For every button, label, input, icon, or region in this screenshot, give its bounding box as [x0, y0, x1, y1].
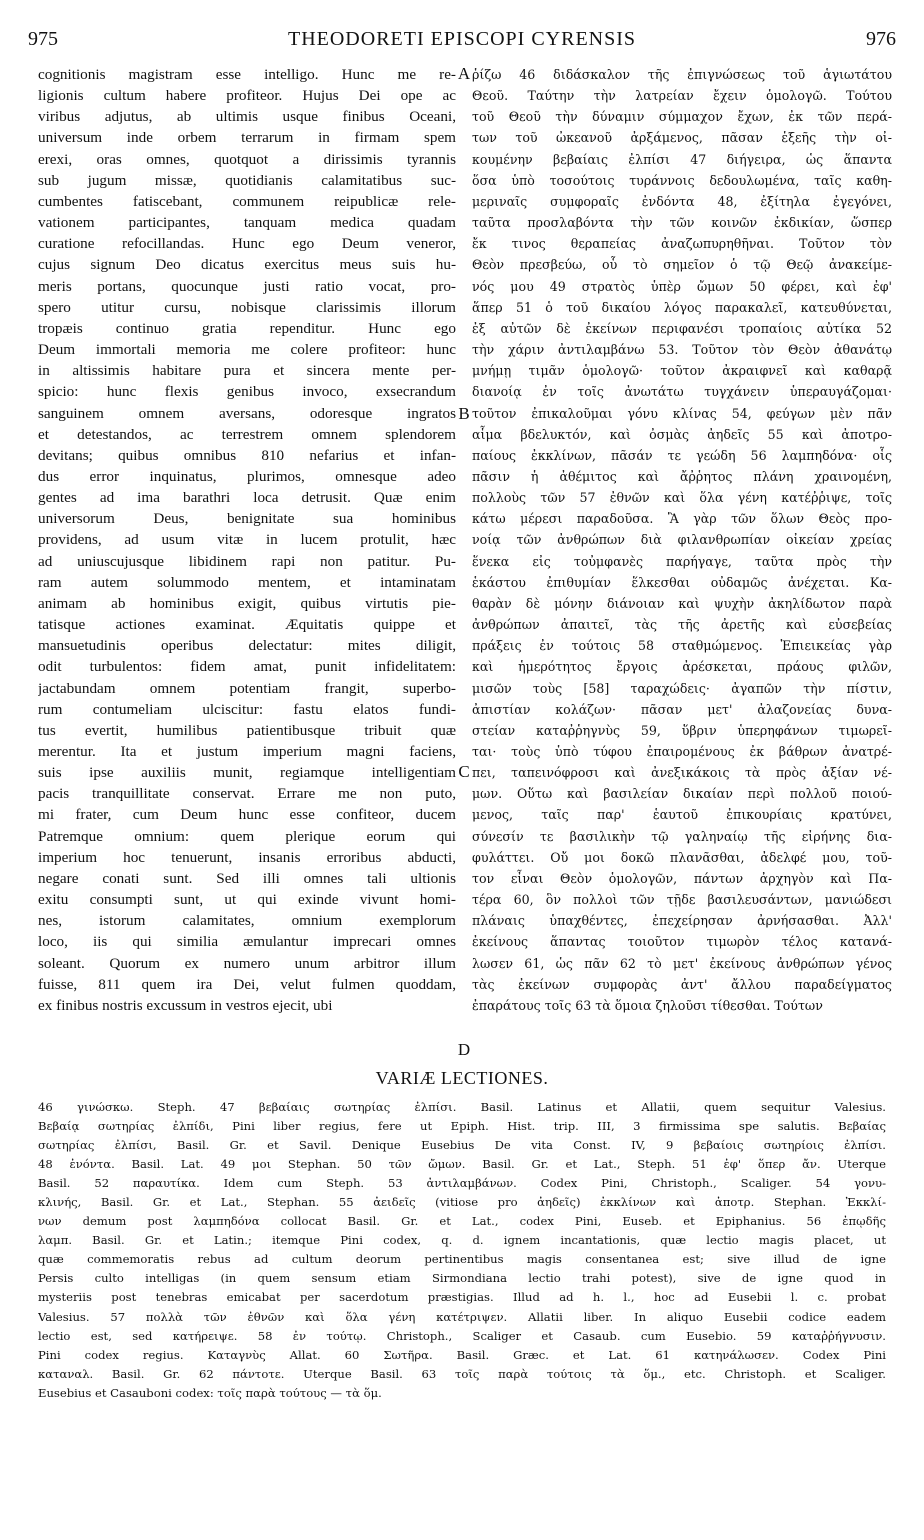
section-marker-b: B	[458, 404, 470, 423]
latin-text-line: exitu consumpti sunt, ut qui exinde vivunt homi-	[38, 891, 456, 909]
variae-note-line: Eusebius et Casauboni codex: τοῖς παρὰ τούτους — τὰ ὅμ.	[38, 1385, 382, 1400]
latin-text-line: tus evertit, humilibus patientibusque tribuit quæ	[38, 721, 456, 739]
variae-note-line: νων demum post λαμπηδόνα collocat Basil. Gr. et Lat., codex Pini, Euseb. et Epiphanius. 56 ἐπῳδῆς	[38, 1214, 886, 1229]
latin-text-line: animam ab hominibus exigit, quibus virtutis pie-	[38, 594, 456, 612]
variae-note-line: Valesius. 57 πολλὰ τῶν ἐθνῶν καὶ ὅλα γένη κατέτριψεν. Allatii liber. In aliquo Eusebii codice eadem	[38, 1309, 886, 1324]
latin-text-line: imperium hoc tenuerunt, insanis erroribus abducti,	[38, 848, 456, 866]
latin-text-line: odit turbulentos: fidem amat, punit infidelitatem:	[38, 658, 456, 676]
variae-note-line: σωτηρίας ἐλπίσι, Basil. Gr. et Savil. Denique Eusebius De vita Const. IV, 9 βεβαίοις σωτηρίοις ἐλπίσι.	[38, 1138, 886, 1153]
latin-text-line: tropæis continuo gratia rependitur. Hunc ego	[38, 319, 456, 337]
greek-text-line: πλάναις ὑπαχθέντες, ἐπεχείρησαν ἀρνήσασθαι. Ἀλλ'	[472, 913, 892, 929]
latin-text-line: ram autem solummodo mentem, et intaminatam	[38, 573, 456, 591]
latin-text-line: mi frater, cum Deum hunc esse confiteor, ducem	[38, 806, 456, 824]
greek-text-line: τοῦτον ἐπικαλοῦμαι γόνυ κλίνας 54, φεύγων μὲν πᾶν	[472, 405, 892, 421]
latin-text-line: ligionis cultum habere profiteor. Hujus Dei ope ac	[38, 87, 456, 105]
greek-text-line: λωσεν 61, ὡς πᾶν 62 τὸ μετ' ἐκείνους ἀνθρώπων γένος	[472, 955, 892, 971]
latin-text-line: merentur. Ita et justum imperium magni faciens,	[38, 743, 456, 760]
latin-text-line: viribus adjutus, ab ultimis usque finibus Oceani,	[38, 108, 456, 126]
latin-text-line: loco, iis qui similia æmulantur imprecari omnes	[38, 933, 456, 951]
latin-text-line: cumbentes fatiscebant, communem reipublicæ rele-	[38, 192, 456, 210]
variae-note-line: mysteriis post tenebras emicabat per sacerdotum præstigias. Illud ad h. l., hoc ad Eusebii l. c. probat	[38, 1290, 886, 1305]
latin-text-line: cognitionis magistram esse intelligo. Hunc me re-	[38, 66, 456, 83]
latin-text-line: tatisque actiones examinat. Æquitatis quippe et	[38, 616, 456, 634]
greek-text-line: ὅσα ὑπὸ τοσούτοις τυράννοις δεδουλωμένα, ταῖς καθη-	[472, 172, 892, 188]
greek-text-line: αἷμα βδελυκτόν, καὶ ὀσμὰς ἀηδεῖς 55 καὶ ἀποτρο-	[472, 426, 892, 442]
latin-text-line: ad uniuscujusque libidinem rapi non patitur. Pu-	[38, 552, 456, 570]
greek-text-line: πράξεις ἐν τούτοις 58 σταθμώμενος. Ἐπιεικείας γὰρ	[472, 638, 892, 654]
greek-column	[472, 64, 892, 1064]
greek-text-line: παίους ἐκκλίνων, πᾶσάν τε γεώδη 56 λαμπηδόνα· οἷς	[472, 447, 892, 463]
variae-note-line: quæ commemoratis rebus ad cultum deorum pertinentibus magis consentanea est; sive illud de igne	[38, 1252, 886, 1267]
latin-text-line: suis ipse auxiliis munit, regiamque intelligentiam	[38, 764, 456, 782]
section-marker-d: D	[457, 1040, 471, 1059]
greek-text-line: φυλάττει. Οὔ μοι δοκῶ πλανᾶσθαι, ἀδελφέ μου, τοῦ-	[472, 849, 892, 865]
latin-text-line: jactabundam omnem potentiam frangit, superbo-	[38, 679, 456, 697]
variae-note-line: λαμπ. Basil. Gr. et Latin.; itemque Pini codex, q. d. ignem incantationis, quæ lectio magis placet, ut	[38, 1233, 886, 1248]
greek-text-line: ἐξ αὐτῶν δὲ ἐκείνων περιφανέσι τροπαίοις αὐτίκα 52	[472, 320, 892, 336]
latin-text-line: dus error inquinatus, plurimos, omnesque adeo	[38, 467, 456, 485]
latin-text-line: meris portans, quocunque justi ratio vocat, pro-	[38, 277, 456, 295]
latin-text-line: universorum Deus, benignitate sua hominibus	[38, 510, 456, 528]
latin-text-line: devitans; quibus omnibus 810 nefarius et infan-	[38, 446, 456, 464]
latin-text-line: pacis tranquillitate conservat. Errare me non puto,	[38, 785, 456, 803]
greek-text-line: νοίᾳ τῶν ἀνθρώπων διὰ φιλανθρωπίαν οἰκείαν χρείας	[472, 532, 892, 548]
latin-text-line: rum contumeliam ulciscitur: fastu elatos fundi-	[38, 700, 456, 718]
latin-text-line: sanguinem omnem aversans, odoresque ingratos	[38, 404, 456, 422]
greek-text-line: μισῶν τοὺς [58] ταραχώδεις· ἀγαπῶν τὴν πίστιν,	[472, 680, 892, 696]
greek-text-line: πει, ταπεινόφροσι καὶ ἀνεξικάκοις τὰ πρὸς ἀξίαν νέ-	[472, 765, 892, 781]
page-number-left: 975	[28, 28, 58, 50]
greek-text-line: κουμένην βεβαίαις ἐλπίσι 47 διήγειρα, ὡς ἅπαντα	[472, 151, 892, 167]
greek-text-line: των τοῦ ὠκεανοῦ ἀρξάμενος, πᾶσαν ἑξεῆς τὴν οἰ-	[472, 130, 892, 146]
greek-text-line: πολλοὺς τῶν 57 ἐθνῶν καὶ ὅλα γένη κατέῤῥιψε, τοῖς	[472, 490, 892, 506]
latin-text-line: spero utitur cursu, nobisque clarissimis illorum	[38, 298, 456, 316]
greek-text-line: ἀνθρώπων ἀπαιτεῖ, τὰς τῆς ἀρετῆς καὶ εὐσεβείας	[472, 617, 892, 633]
greek-text-line: τον εἶναι Θεὸν ὁμολογῶν, πάντων ἀρχηγὸν καὶ Πα-	[472, 870, 892, 886]
section-marker-a: A	[457, 64, 471, 83]
latin-text-line: erexi, oras omnes, quotquot a dirissimis tyrannis	[38, 150, 456, 168]
variae-note-line: Βεβαίᾳ σωτηρίας ἐλπίδι, Pini liber regius, fere ut Epiph. Hist. trip. III, 3 firmissima spe salutis. Βεβαίας	[38, 1119, 886, 1134]
latin-text-line: spicio: hunc flexis genibus invoco, exsecrandum	[38, 383, 456, 401]
variae-note-line: Persis culto intelligas (in quem sensum etiam Sirmondiana lectio trahi potest), sive de igne quod in	[38, 1271, 886, 1286]
latin-text-line: universum inde orbem terrarum in firmam spem	[38, 129, 456, 147]
variae-lectiones-title: VARIÆ LECTIONES.	[375, 1068, 549, 1088]
variae-note-line: 48 ἐνόντα. Basil. Lat. 49 μοι Stephan. 50 τῶν ὤμων. Basil. Gr. et Lat., Steph. 51 ἐφ' ὅπερ ἄν. Uterque	[38, 1157, 886, 1172]
variae-note-line: 46 γινώσκω. Steph. 47 βεβαίαις σωτηρίας ἐλπίσι. Basil. Latinus et Allatii, quem sequitur Valesius.	[38, 1100, 886, 1114]
variae-note-line: καταναλ. Basil. Gr. 62 πάντοτε. Uterque Basil. 63 τοῖς παρὰ τούτοις τὰ ὅμ., etc. Christoph. et Scaliger.	[38, 1366, 886, 1381]
greek-text-line: ται· τοὺς ὑπὸ τύφου ἐπαιρομένους ἐκ βάθρων ἀνατρέ-	[472, 744, 892, 759]
greek-text-line: ἕνεκα εἰς τοὐμφανὲς παρήγαγε, ταῦτα πρὸς τὴν	[472, 553, 892, 569]
greek-text-line: μενος, ταῖς παρ' ἑαυτοῦ ἐπικουρίαις κρατύνει,	[472, 807, 892, 823]
greek-text-line: καὶ ἡμερότητος ἔργοις ἀρέσκεται, πράους φιλῶν,	[472, 659, 892, 675]
greek-text-line: Θεοῦ. Ταύτην τὴν λατρείαν ἔχειν ὁμολογῶ. Τούτου	[472, 88, 892, 104]
latin-text-line: Deum immortali memoria me colere profiteor: hunc	[38, 341, 456, 359]
page-header	[22, 28, 902, 54]
latin-column	[38, 64, 456, 1064]
latin-text-line: et detestandos, ac terrestrem omnem splendorem	[38, 425, 456, 443]
latin-text-line: vationem participantes, tanquam medica quadam	[38, 214, 456, 232]
section-marker-c: C	[458, 762, 470, 781]
greek-text-line: τὰς ἐκείνων συμφορὰς ἀντ' ἄλλου παραδείγματος	[472, 976, 892, 992]
latin-text-line: cujus signum Deo dicatus exercitus meus suis hu-	[38, 256, 456, 274]
greek-text-line: Θεὸν πρεσβεύω, οὗ τὸ σημεῖον ὁ τῷ Θεῷ ἀνακείμε-	[472, 257, 892, 273]
latin-text-line: ex finibus nostris excussum in vestros ejecit, ubi	[38, 996, 333, 1014]
greek-text-line: ἅπερ 51 ὁ τοῦ δικαίου λόγος παρακαλεῖ, κατευθύνεται,	[472, 299, 892, 315]
variae-note-line: Pini codex regius. Καταγνὺς Allat. 60 Σωτῆρα. Basil. Græc. et Lat. 61 κατηνάλωσεν. Codex Pini	[38, 1347, 886, 1362]
greek-text-line: ἑκάστου ἐπιθυμίαν ἕλκεσθαι οὐδαμῶς ἀνέχεται. Κα-	[472, 574, 892, 590]
latin-text-line: sub jugum missæ, quotidianis calamitatibus suc-	[38, 171, 456, 189]
greek-text-line: ἐκείνους ἅπαντας τοιοῦτον τιμωρὸν τέλος κατανά-	[472, 934, 892, 950]
greek-text-line: νός μου 49 στρατὸς ὑπὲρ ὤμων 50 φέρει, καὶ ἐφ'	[472, 278, 892, 294]
variae-lectiones-notes	[38, 1098, 886, 1403]
variae-note-line: Basil. 52 παραυτίκα. Idem cum Steph. 53 ἀντιλαμβάνων. Codex Pini, Christoph., Scaliger. 54 γονυ-	[38, 1176, 886, 1191]
latin-text-line: providens, ad usum vitæ in lucem protulit, hæc	[38, 531, 456, 549]
greek-text-line: πᾶσιν ἡ ἀθέμιτος καὶ ἄῤῥητος πλάνη χραινομένη,	[472, 468, 892, 484]
greek-text-line: ἔκ τινος θεραπείας ἀναζωπυρηθῆναι. Τοῦτον τὸν	[472, 236, 892, 252]
latin-text-line: Patremque omnium: quem plerique eorum qui	[38, 827, 456, 845]
latin-text-line: in altissimis habitare pura et sincera mente per-	[38, 362, 456, 380]
latin-text-line: soleant. Quorum ex numero unum arbitror illum	[38, 954, 456, 972]
greek-text-line: σύνεσίν τε βασιλικὴν τῷ γαληναίῳ τῆς εἰρήνης δια-	[472, 828, 892, 844]
latin-text-line: curatione refocillandas. Hunc ego Deum veneror,	[38, 235, 456, 253]
greek-text-line: τέρα 60, ὃν πολλοὶ τῶν τῇδε βασιλευσάντων, μανιώδεσι	[472, 892, 892, 908]
greek-text-line: θαρὰν δὲ μόνην διάνοιαν καὶ ψυχὴν ἀκηλίδωτον παρὰ	[472, 595, 892, 611]
latin-text-line: nes, istorum calamitates, omnium exemplorum	[38, 912, 456, 930]
greek-text-line: κάτω μέρεσι παραδοῦσα. Ἃ γὰρ τῶν ὅλων Θεὸς προ-	[472, 511, 892, 527]
page-number-right: 976	[866, 28, 896, 50]
greek-text-line: στείαν καταῤῥηγνὺς 59, ὕβριν ὑπερηφάνων τιμωρεῖ-	[472, 722, 892, 738]
latin-text-line: gentes ad ima barathri loca detrusit. Quæ enim	[38, 489, 456, 507]
greek-text-line: ἐπαράτους τοῖς 63 τὰ ὅμοια ζηλοῦσι τίθεσθαι. Τούτων	[472, 997, 823, 1013]
running-title: THEODORETI EPISCOPI CYRENSIS	[287, 28, 637, 50]
greek-text-line: ῥίζω 46 διδάσκαλον τῆς ἐπιγνώσεως τοῦ ἁγιωτάτου	[472, 67, 892, 82]
variae-note-line: lectio est, sed κατήρειψε. 58 ἐν τούτῳ. Christoph., Scaliger et Casaub. cum Eusebio. 59 καταῤῥήγνυσιν.	[38, 1328, 886, 1343]
latin-text-line: negare conati sunt. Sed illi omnes tali ultionis	[38, 869, 456, 887]
variae-note-line: κλινής, Basil. Gr. et Lat., Stephan. 55 ἀειδεῖς (vitiose pro ἀηδεῖς) ἐκκλίνων καὶ ἀποτρ. Stephan. Ἐκκλί-	[38, 1195, 886, 1210]
greek-text-line: ταῦτα προσλαβόντα τὴν τῶν κοινῶν ἐκδικίαν, ὥσπερ	[472, 215, 892, 231]
greek-text-line: μεριναῖς συμφοραῖς ἐνδόντα 48, ἐξίτηλα ἐγεγόνει,	[472, 193, 892, 209]
greek-text-line: ἀπιστίαν κολάζων· πᾶσαν μετ' ἀλαζονείας δυνα-	[472, 701, 892, 717]
greek-text-line: τοῦ Θεοῦ τὴν δύναμιν σύμμαχον ἔχων, ἐκ τῶν περά-	[472, 109, 892, 125]
latin-text-line: fuisse, 811 quem ira Dei, velut fulmen quoddam,	[38, 975, 456, 993]
latin-text-line: mansuetudinis operibus delectatur: mites diligit,	[38, 637, 456, 655]
greek-text-line: τὴν χάριν ἀντιλαμβάνω 53. Τοῦτον τὸν Θεὸν ἀθανάτῳ	[472, 342, 892, 358]
greek-text-line: διανοίᾳ ἐν τοῖς ἀνωτάτω τυγχάνειν ὑπεραυγάζομαι·	[472, 384, 892, 400]
greek-text-line: μων. Οὕτω καὶ βασιλείαν δικαίαν περὶ πολλοῦ ποιού-	[472, 786, 892, 802]
greek-text-line: μνήμῃ τιμᾶν ὁμολογῶ· τοῦτον ἀκραιφνεῖ καὶ καθαρᾷ	[472, 363, 892, 379]
